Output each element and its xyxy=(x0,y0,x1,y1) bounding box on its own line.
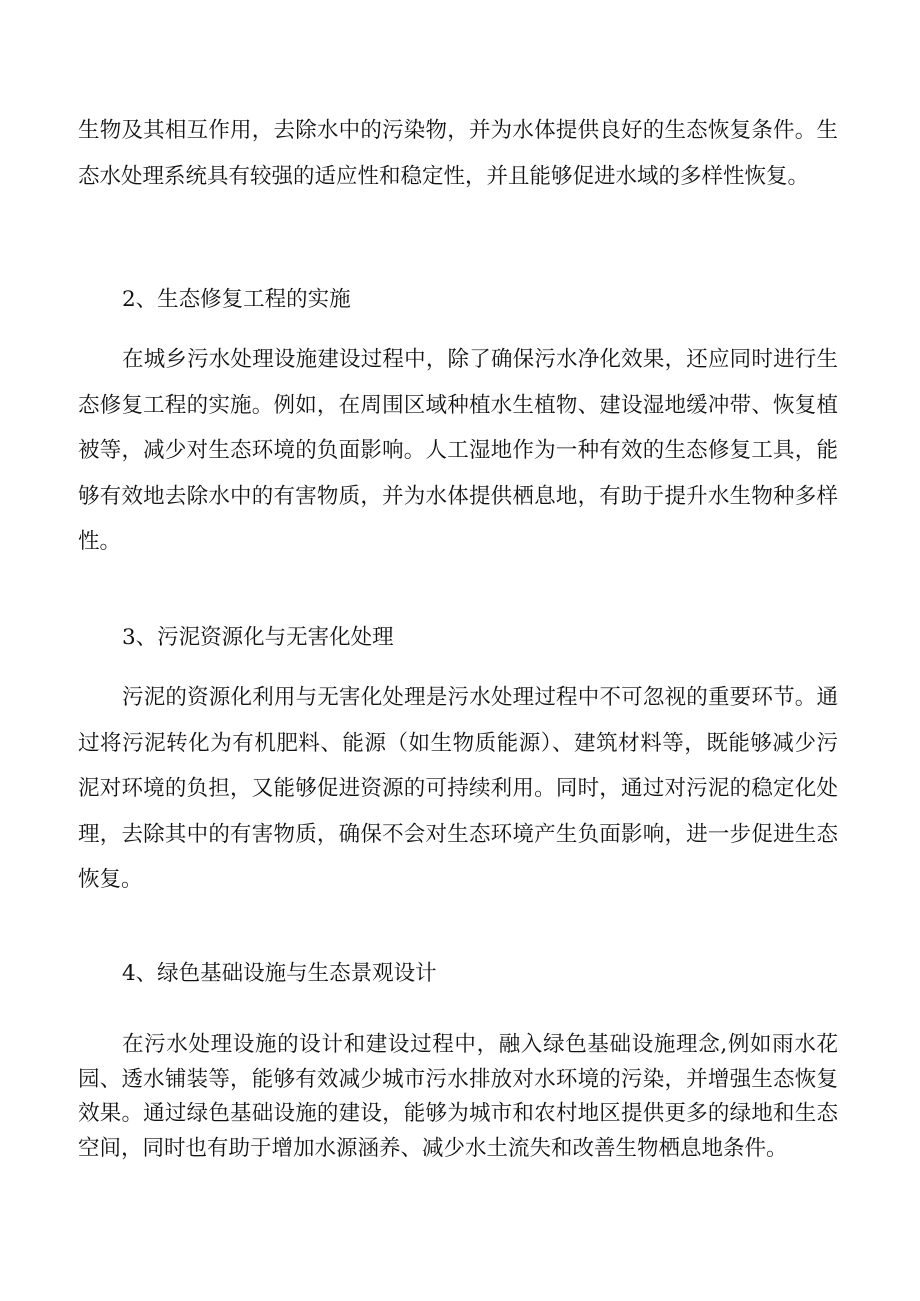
paragraph-green-infrastructure: 在污水处理设施的设计和建设过程中，融入绿色基础设施理念,例如雨水花园、透水铺装等，能够有效减少城市污水排放对水环境的污染，并增强生态恢复效果。通过绿色基础设施的建设，能够为城市和农村地区提供更多的绿地和生态空间，同时也有助于增加水源涵养、减少水土流失和改善生物栖息地条件。 xyxy=(78,1032,838,1161)
paragraph-ecological-restoration: 在城乡污水处理设施建设过程中，除了确保污水净化效果，还应同时进行生态修复工程的实施。例如，在周围区域种植水生植物、建设湿地缓冲带、恢复植被等，减少对生态环境的负面影响。人工湿地作为一种有效的生态修复工具，能够有效地去除水中的有害物质，并为水体提供栖息地，有助于提升水生物种多样性。 xyxy=(78,347,838,554)
section-heading-4: 4、绿色基础设施与生态景观设计 xyxy=(122,961,437,986)
section-heading-2: 2、生态修复工程的实施 xyxy=(122,287,351,312)
paragraph-ecological-treatment-continued: 生物及其相互作用，去除水中的污染物，并为水体提供良好的生态恢复条件。生态水处理系统具有较强的适应性和稳定性，并且能够促进水域的多样性恢复。 xyxy=(78,118,838,189)
paragraph-sludge-treatment: 污泥的资源化利用与无害化处理是污水处理过程中不可忽视的重要环节。通过将污泥转化为有机肥料、能源（如生物质能源）、建筑材料等，既能够减少污泥对环境的负担，又能够促进资源的可持续利用。同时，通过对污泥的稳定化处理，去除其中的有害物质，确保不会对生态环境产生负面影响，进一步促进生态恢复。 xyxy=(78,685,838,892)
section-heading-3: 3、污泥资源化与无害化处理 xyxy=(122,625,394,650)
